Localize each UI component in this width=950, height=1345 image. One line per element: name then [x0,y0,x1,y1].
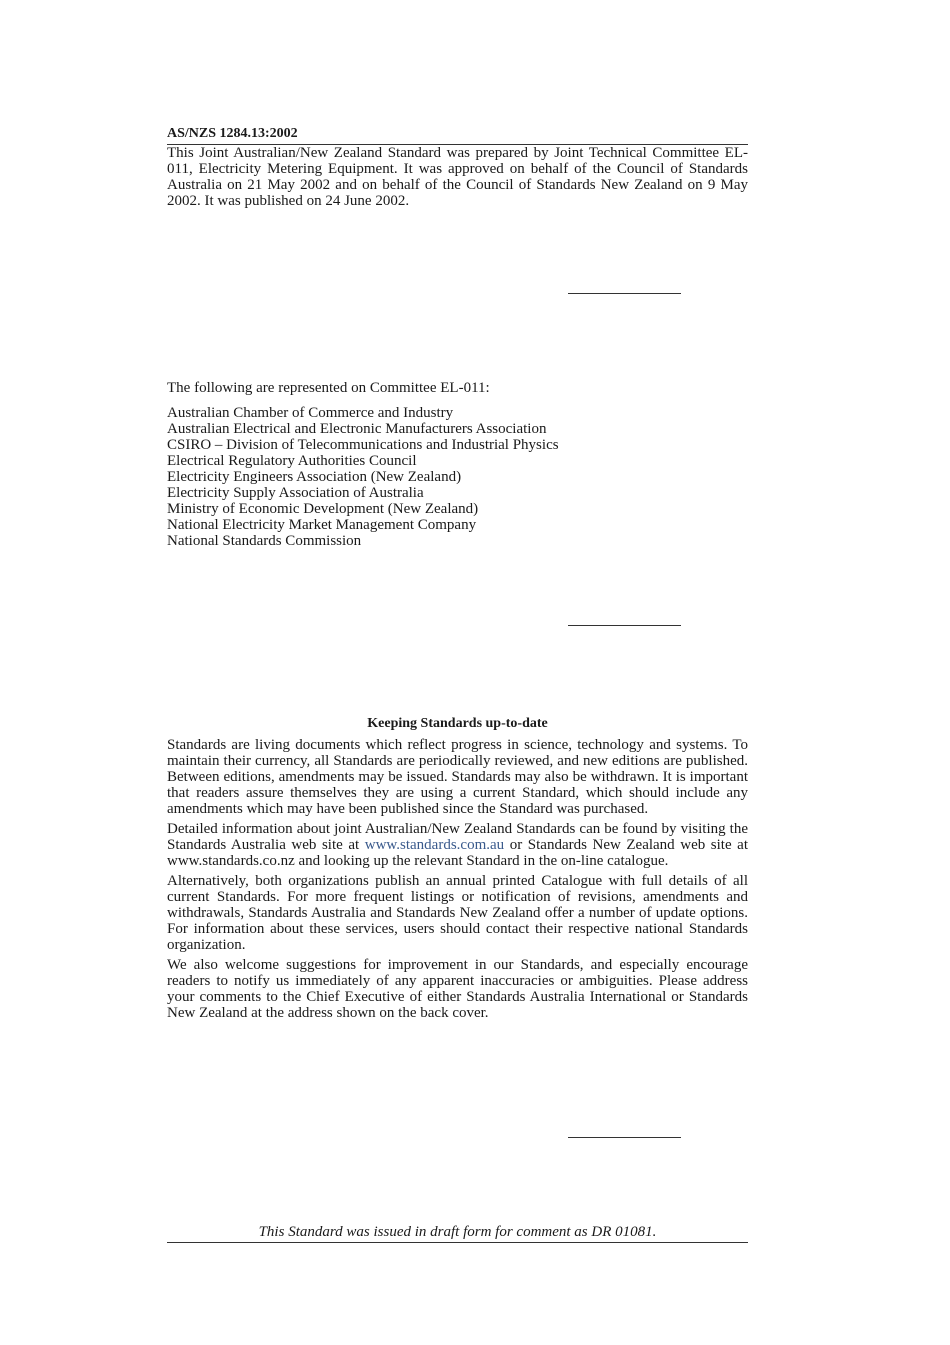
draft-note: This Standard was issued in draft form for comment as DR 01081. [167,1224,748,1243]
section-divider [568,1137,681,1138]
committee-member: Australian Electrical and Electronic Manufacturers Association [167,421,547,437]
preparation-statement: This Joint Australian/New Zealand Standard was prepared by Joint Technical Committee EL-011, Electricity Metering Equipment. It was approved on behalf of the Council of Standards Australia on 21 May 2002 and on behalf of the Council of Standards New Zealand on 9 May 2002. It was published on 24 June 2002. [167,145,748,209]
paragraph-text: or Standards New Zealand web site at www.standards.co.nz and looking up the relevant Standard in the on-line catalogue. [167,837,748,869]
committee-intro: The following are represented on Committee EL-011: [167,380,490,396]
standards-australia-link[interactable]: www.standards.com.au [364,837,505,853]
section-divider [568,625,681,626]
paragraph: Standards are living documents which reflect progress in science, technology and systems. To maintain their currency, all Standards are periodically reviewed, and new editions are published. Between editions, amendments may be issued. Standards may also be withdrawn. It is important that readers assure themselves they are using a current Standard, which should include any amendments which may have been published since the Standard was purchased. [167,737,748,817]
document-id: AS/NZS 1284.13:2002 [167,126,748,145]
committee-member: Electrical Regulatory Authorities Council [167,453,417,469]
committee-member: Electricity Engineers Association (New Zealand) [167,469,462,485]
committee-member: National Electricity Market Management Company [167,517,477,533]
committee-member: Electricity Supply Association of Australia [167,485,424,501]
paragraph-text: Detailed information about joint Australian/New Zealand Standards can be found by visiting the Standards Australia web site at [167,821,748,853]
committee-member: CSIRO – Division of Telecommunications and Industrial Physics [167,437,559,453]
keeping-standards-body [167,737,748,1025]
section-divider [568,293,681,294]
paragraph [167,821,748,869]
paragraph: Alternatively, both organizations publish an annual printed Catalogue with full details of all current Standards. For more frequent listings or notification of revisions, amendments and withdrawals, Standards Australia and Standards New Zealand offer a number of update options. For information about these services, users should contact their respective national Standards organization. [167,873,748,953]
committee-member: Australian Chamber of Commerce and Industry [167,405,454,421]
committee-member: Ministry of Economic Development (New Zealand) [167,501,479,517]
committee-member: National Standards Commission [167,533,362,549]
committee-member-list [167,405,748,549]
paragraph: We also welcome suggestions for improvement in our Standards, and especially encourage readers to notify us immediately of any apparent inaccuracies or ambiguities. Please address your comments to the Chief Executive of either Standards Australia International or Standards New Zealand at the address shown on the back cover. [167,957,748,1021]
keeping-standards-heading: Keeping Standards up-to-date [367,716,548,731]
